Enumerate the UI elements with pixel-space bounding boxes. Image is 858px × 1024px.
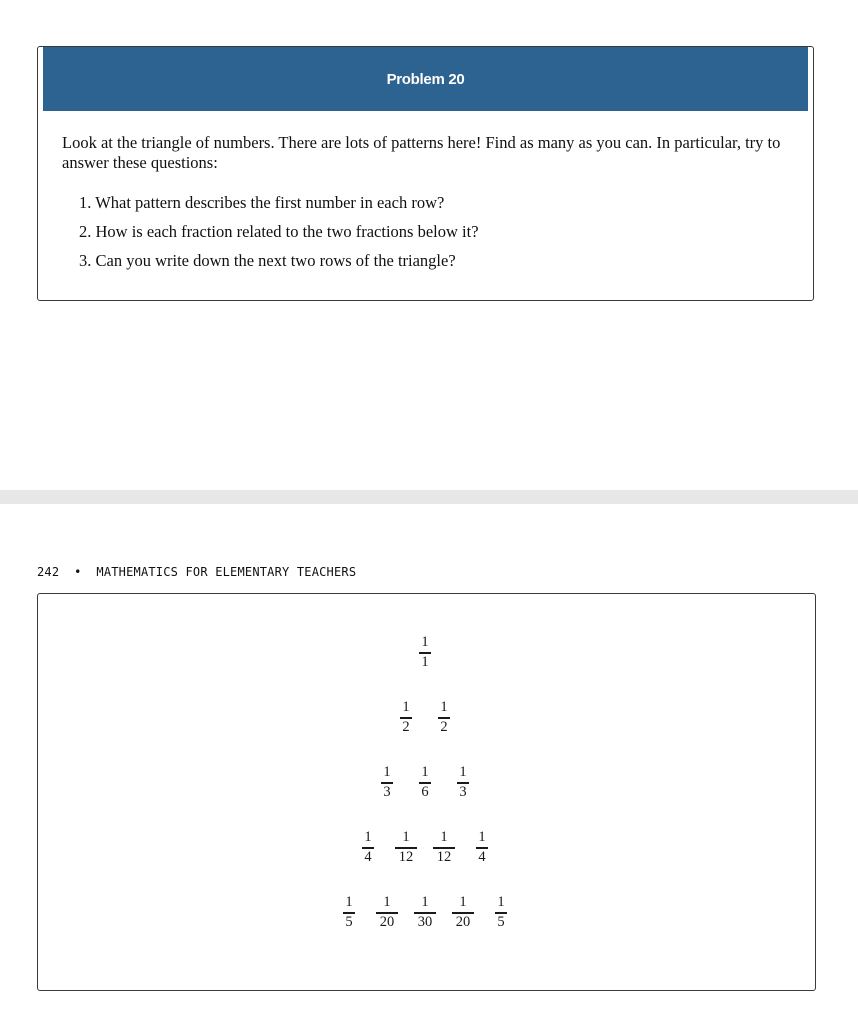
question-item: 1. What pattern describes the first number in each row? xyxy=(79,193,445,212)
fraction-denominator: 20 xyxy=(455,914,471,930)
fraction-denominator: 30 xyxy=(417,914,433,930)
fraction-numerator: 1 xyxy=(440,829,448,845)
fraction-denominator: 2 xyxy=(402,719,410,735)
fraction-denominator: 2 xyxy=(440,719,448,735)
fraction-numerator: 1 xyxy=(383,764,391,780)
problem-intro: Look at the triangle of numbers. There are lots of patterns here! Find as many as you can. In particular, try to answer these questions: xyxy=(62,133,781,172)
fraction-denominator: 4 xyxy=(478,849,486,865)
fraction-denominator: 1 xyxy=(421,654,429,670)
figure-box xyxy=(37,593,816,991)
fraction-denominator: 12 xyxy=(398,849,414,865)
fraction-numerator: 1 xyxy=(497,894,505,910)
fraction-numerator: 1 xyxy=(459,894,467,910)
question-item: 3. Can you write down the next two rows of the triangle? xyxy=(79,251,456,270)
fraction-numerator: 1 xyxy=(421,634,429,650)
fraction-denominator: 3 xyxy=(383,784,391,800)
fraction-numerator: 1 xyxy=(383,894,391,910)
fraction-numerator: 1 xyxy=(402,829,410,845)
fraction-numerator: 1 xyxy=(402,699,410,715)
page-divider xyxy=(0,490,858,504)
fraction-numerator: 1 xyxy=(345,894,353,910)
running-header: 242 • MATHEMATICS FOR ELEMENTARY TEACHERS xyxy=(37,565,357,579)
fraction-denominator: 5 xyxy=(497,914,505,930)
fraction-numerator: 1 xyxy=(459,764,467,780)
fraction-numerator: 1 xyxy=(421,764,429,780)
fraction-denominator: 12 xyxy=(436,849,452,865)
fraction-denominator: 4 xyxy=(364,849,372,865)
question-list xyxy=(79,193,479,280)
problem-box xyxy=(37,46,814,301)
fraction-numerator: 1 xyxy=(421,894,429,910)
fraction-denominator: 20 xyxy=(379,914,395,930)
fraction-numerator: 1 xyxy=(440,699,448,715)
fraction-numerator: 1 xyxy=(364,829,372,845)
fraction-denominator: 6 xyxy=(421,784,429,800)
fraction-numerator: 1 xyxy=(478,829,486,845)
problem-title: Problem 20 xyxy=(43,47,808,111)
fraction-denominator: 3 xyxy=(459,784,467,800)
question-item: 2. How is each fraction related to the two fractions below it? xyxy=(79,222,479,241)
fraction-denominator: 5 xyxy=(345,914,353,930)
